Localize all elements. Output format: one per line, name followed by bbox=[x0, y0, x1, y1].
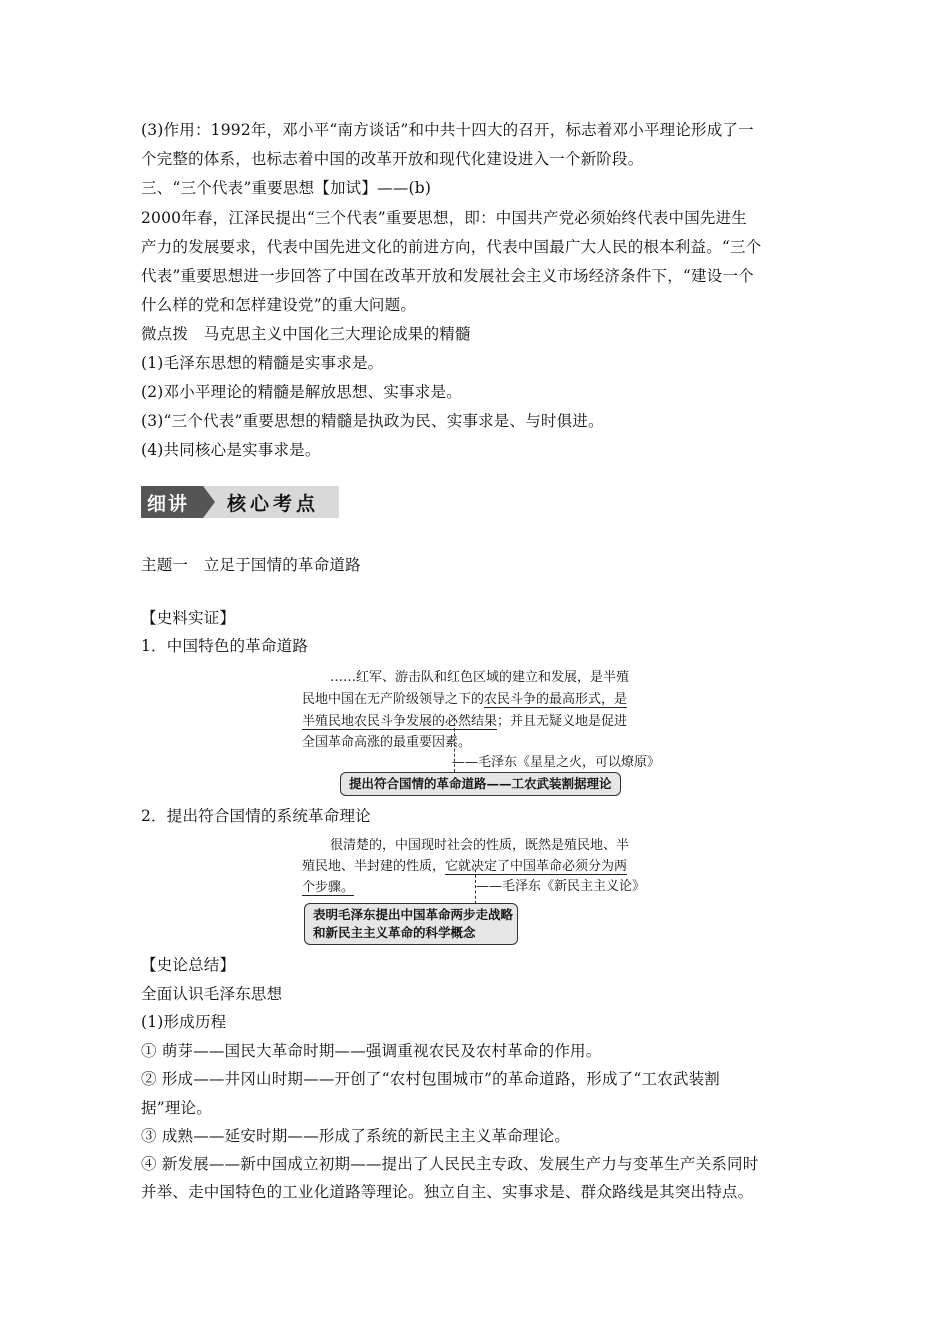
section-header-banner bbox=[141, 486, 339, 518]
connector-line bbox=[475, 864, 476, 904]
quote-source: ——毛泽东《星星之火，可以燎原》 bbox=[452, 755, 661, 770]
tip-heading: 微点拨 马克思主义中国化三大理论成果的精髓 bbox=[141, 325, 471, 343]
banner-arrow-icon bbox=[203, 486, 215, 518]
list-item: (2)邓小平理论的精髓是解放思想、实事求是。 bbox=[141, 383, 462, 401]
quote-text: 民地中国在无产阶级领导之下的 bbox=[302, 692, 485, 707]
section-heading: 三、“三个代表”重要思想【加试】——(b) bbox=[141, 179, 432, 197]
paragraph-line: 个完整的体系，也标志着中国的改革开放和现代化建设进入一个新阶段。 bbox=[141, 150, 644, 168]
summary-title: 全面认识毛泽东思想 bbox=[141, 985, 283, 1003]
box-line: 表明毛泽东提出中国革命两步走战略 bbox=[313, 907, 514, 922]
quote-text: ；并且无疑义地是促进 bbox=[497, 714, 628, 729]
box-line: 和新民主主义革命的科学概念 bbox=[313, 925, 476, 940]
quote-line: 很清楚的，中国现时社会的性质，既然是殖民地、半 bbox=[330, 838, 630, 853]
summary-line: ① 萌芽——国民大革命时期——强调重视农民及农村革命的作用。 bbox=[141, 1042, 602, 1060]
summary-line: 据”理论。 bbox=[141, 1099, 212, 1117]
quote-underlined: 农民斗争的最高形式，是 bbox=[484, 692, 628, 707]
quote-underlined: 它就决定了中国革命必须分为两 bbox=[445, 859, 628, 874]
banner-right-label: 核心考点 bbox=[227, 493, 320, 515]
paragraph-line: 什么样的党和怎样建设党”的重大问题。 bbox=[141, 296, 417, 314]
conclusion-box bbox=[304, 903, 518, 945]
summary-line: (1)形成历程 bbox=[141, 1013, 227, 1031]
paragraph-line: 2000年春，江泽民提出“三个代表”重要思想，即：中国共产党必须始终代表中国先进生 bbox=[141, 209, 747, 227]
item-heading: 1．中国特色的革命道路 bbox=[141, 637, 309, 655]
paragraph-line: 产力的发展要求，代表中国先进文化的前进方向，代表中国最广大人民的根本利益。“三个 bbox=[141, 238, 762, 256]
quote-line bbox=[302, 689, 627, 710]
quote-underlined: 半殖民地农民斗争发展的必然结果 bbox=[302, 714, 498, 729]
quote-source: ——毛泽东《新民主主义论》 bbox=[476, 879, 646, 894]
list-item: (1)毛泽东思想的精髓是实事求是。 bbox=[141, 354, 384, 372]
item-heading: 2．提出符合国情的系统革命理论 bbox=[141, 807, 371, 825]
conclusion-box: 提出符合国情的革命道路——工农武装割据理论 bbox=[340, 772, 621, 796]
paragraph-line: 代表”重要思想进一步回答了中国在改革开放和发展社会主义市场经济条件下，“建设一个 bbox=[141, 267, 754, 285]
summary-line: ③ 成熟——延安时期——形成了系统的新民主主义革命理论。 bbox=[141, 1127, 571, 1145]
paragraph-line: (3)作用：1992年，邓小平“南方谈话”和中共十四大的召开，标志着邓小平理论形成了一 bbox=[141, 121, 754, 139]
quote-line bbox=[302, 856, 627, 877]
quote-line: ……红军、游击队和红色区域的建立和发展，是半殖 bbox=[330, 670, 630, 685]
subsection-label: 【史论总结】 bbox=[141, 956, 236, 974]
summary-line: ② 形成——井冈山时期——开创了“农村包围城市”的革命道路，形成了“工农武装割 bbox=[141, 1070, 721, 1088]
list-item: (3)“三个代表”重要思想的精髓是执政为民、实事求是、与时俱进。 bbox=[141, 412, 604, 430]
quote-line bbox=[302, 877, 354, 898]
connector-line bbox=[454, 718, 455, 772]
summary-line: ④ 新发展——新中国成立初期——提出了人民民主专政、发展生产力与变革生产关系同时 bbox=[141, 1155, 759, 1173]
quote-text: 殖民地、半封建的性质， bbox=[302, 859, 446, 874]
quote-line bbox=[302, 711, 627, 732]
subsection-label: 【史料实证】 bbox=[141, 609, 236, 627]
list-item: (4)共同核心是实事求是。 bbox=[141, 441, 321, 459]
quote-line: 全国革命高涨的最重要因素。 bbox=[302, 735, 472, 750]
quote-underlined: 个步骤。 bbox=[302, 880, 355, 895]
banner-left-label: 细讲 bbox=[147, 493, 190, 515]
topic-title: 主题一 立足于国情的革命道路 bbox=[141, 556, 361, 574]
summary-line: 并举、走中国特色的工业化道路等理论。独立自主、实事求是、群众路线是其突出特点。 bbox=[141, 1183, 754, 1201]
